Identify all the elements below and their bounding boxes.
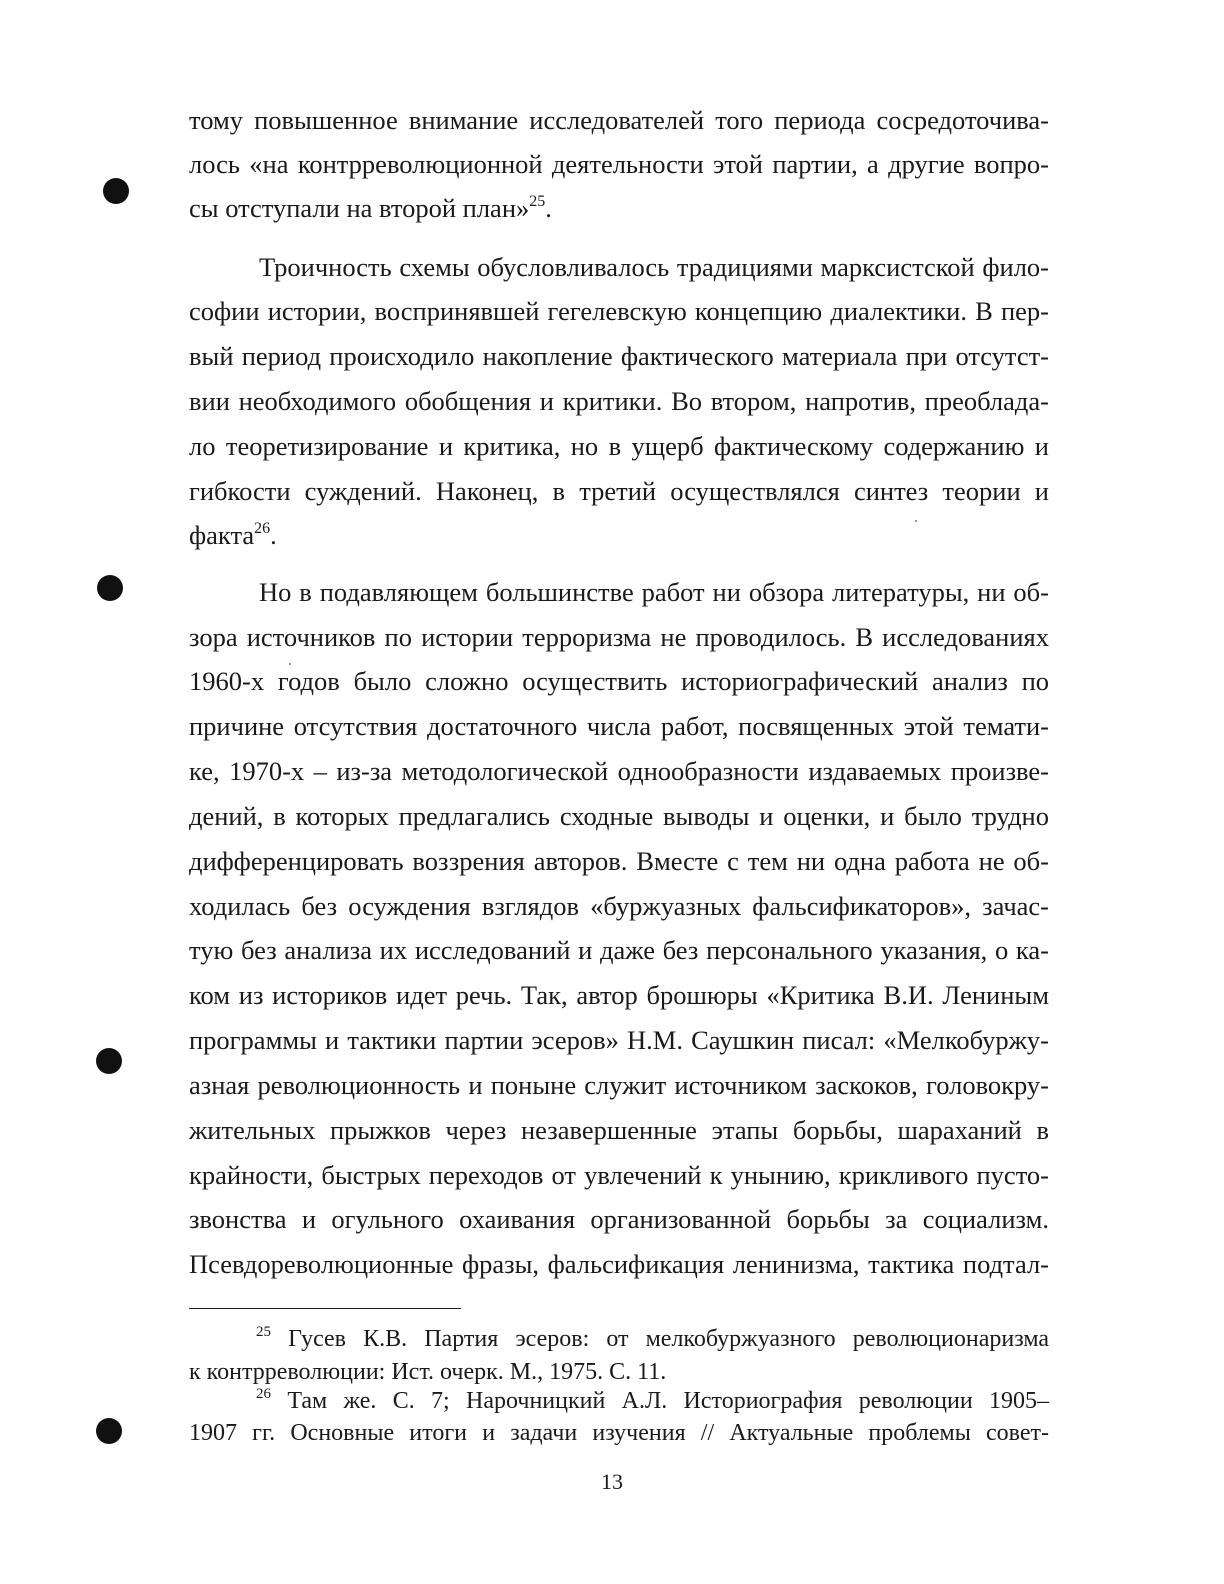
footnote-reference[interactable]: 26: [254, 520, 271, 537]
text-line: ком из историков идет речь. Так, автор брошюры «Критика В.И. Лениным: [189, 980, 1049, 1010]
text-line: ке, 1970-х – из-за методологической однообразности издаваемых произве-: [189, 756, 1049, 786]
text-line: факта$^{26}$.: [189, 520, 277, 550]
text-line: азная революционность и поныне служит источником заскоков, головокру-: [189, 1070, 1049, 1100]
text-line: звонства и огульного охаивания организованной борьбы за социализм.: [189, 1204, 1049, 1234]
text-line: вии необходимого обобщения и критики. Во втором, напротив, преоблада-: [189, 386, 1049, 416]
footnote-line: к контрреволюции: Ист. очерк. М., 1975. С. 11.: [189, 1359, 667, 1385]
text-line: жительных прыжков через незавершенные этапы борьбы, шараханий в: [189, 1115, 1049, 1145]
text-line: Псевдореволюционные фразы, фальсификация ленинизма, тактика подтал-: [189, 1249, 1049, 1279]
text-line: Троичность схемы обусловливалось традициями марксистской фило-: [259, 252, 1049, 282]
text-line: Но в подавляющем большинстве работ ни обзора литературы, ни об-: [259, 577, 1049, 607]
footnote-line: $^{25}$ Гусев К.В. Партия эсеров: от мелкобуржуазного революционаризма: [256, 1324, 1050, 1352]
footnote-number: 25: [256, 1324, 271, 1340]
text-line: вый период происходило накопление фактического материала при отсутст-: [189, 341, 1049, 371]
footnote-line: 1907 гг. Основные итоги и задачи изучения // Актуальные проблемы совет-: [189, 1420, 1049, 1446]
text-line: дифференцировать воззрения авторов. Вместе с тем ни одна работа не об-: [189, 846, 1049, 876]
text-line: лось «на контрреволюционной деятельности этой партии, а другие вопро-: [189, 149, 1049, 179]
text-line: сы отступали на второй план»$^{25}$.: [189, 193, 552, 223]
punch-hole-mark: [103, 178, 129, 204]
text-line: дений, в которых предлагались сходные выводы и оценки, и было трудно: [189, 801, 1049, 831]
footnote-number: 26: [256, 1386, 271, 1402]
text-line: ходилась без осуждения взглядов «буржуазных фальсификаторов», зачас-: [189, 891, 1049, 921]
text-line: причине отсутствия достаточного числа работ, посвященных этой темати-: [189, 711, 1049, 741]
footnote-line: $^{26}$ Там же. С. 7; Нарочницкий А.Л. Историография революции 1905–: [256, 1386, 1050, 1414]
text-line: тому повышенное внимание исследователей того периода сосредоточива-: [189, 105, 1049, 135]
text-line: гибкости суждений. Наконец, в третий осуществлялся синтез теории и: [189, 476, 1049, 506]
punch-hole-mark: [96, 1418, 122, 1444]
text-line: софии истории, воспринявшей гегелевскую концепцию диалектики. В пер-: [189, 296, 1049, 326]
punch-hole-mark: [96, 1048, 122, 1074]
text-line: тую без анализа их исследований и даже без персонального указания, о ка-: [189, 935, 1049, 965]
punch-hole-mark: [97, 575, 123, 601]
footnote-reference[interactable]: 25: [529, 193, 546, 210]
text-line: крайности, быстрых переходов от увлечений к унынию, крикливого пусто-: [189, 1160, 1049, 1190]
text-line: ло теоретизирование и критика, но в ущерб фактическому содержанию и: [189, 431, 1049, 461]
text-line: зора источников по истории терроризма не проводилось. В исследованиях: [189, 622, 1049, 652]
footnote-separator: [189, 1308, 461, 1309]
text-line: программы и тактики партии эсеров» Н.М. Саушкин писал: «Мелкобуржу-: [189, 1025, 1049, 1055]
text-line: 1960-х годов было сложно осуществить историографический анализ по: [189, 666, 1049, 696]
page-number: 13: [601, 1469, 623, 1494]
